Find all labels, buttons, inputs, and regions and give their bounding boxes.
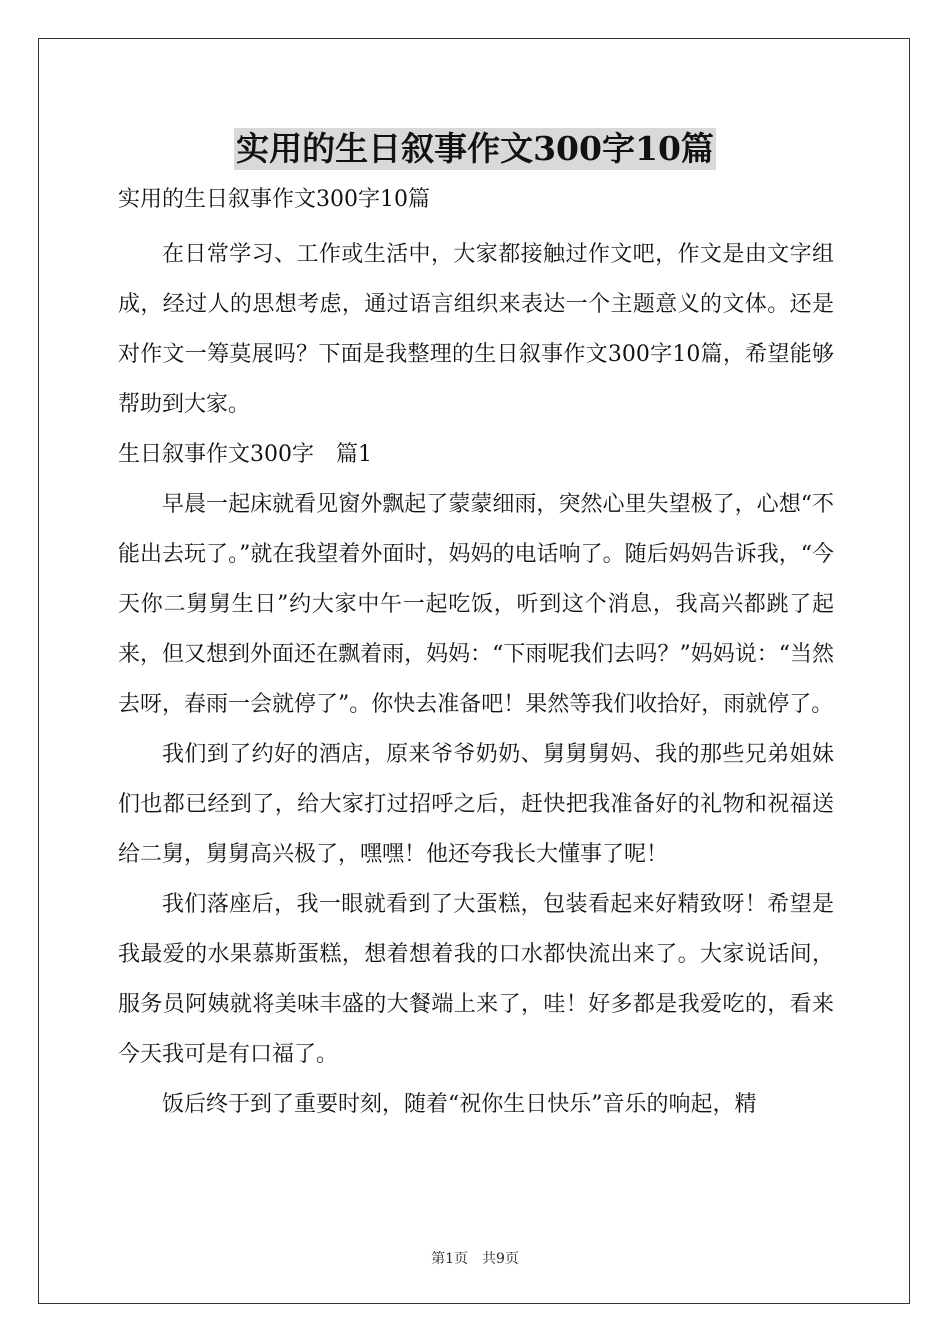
document-body	[118, 182, 834, 1130]
body-paragraph-2: 我们到了约好的酒店，原来爷爷奶奶、舅舅舅妈、我的那些兄弟姐妹们也都已经到了，给大家打过招呼之后，赶快把我准备好的礼物和祝福送给二舅，舅舅高兴极了，嘿嘿！他还夸我长大懂事了呢！	[118, 742, 834, 867]
page-number-total: 共9页	[482, 1251, 519, 1267]
document-title: 实用的生日叙事作文300字10篇	[236, 129, 714, 168]
intro-paragraph: 在日常学习、工作或生活中，大家都接触过作文吧，作文是由文字组成，经过人的思想考虑，通过语言组织来表达一个主题意义的文体。还是对作文一筹莫展吗？下面是我整理的生日叙事作文300字10篇，希望能够帮助到大家。	[118, 242, 834, 417]
body-paragraph-1: 早晨一起床就看见窗外飘起了蒙蒙细雨，突然心里失望极了，心想“不能出去玩了。”就在我望着外面时，妈妈的电话响了。随后妈妈告诉我，“今天你二舅舅生日”约大家中午一起吃饭，听到这个消息，我高兴都跳了起来，但又想到外面还在飘着雨，妈妈：“下雨呢我们去吗？”妈妈说：“当然去呀，春雨一会就停了”。你快去准备吧！果然等我们收拾好，雨就停了。	[118, 492, 834, 717]
title-wrap	[0, 128, 950, 170]
body-paragraph-4: 饭后终于到了重要时刻，随着“祝你生日快乐”音乐的响起，精	[162, 1092, 757, 1117]
page-footer	[0, 1248, 950, 1268]
page-number-current: 第1页	[431, 1251, 468, 1267]
document-subtitle: 实用的生日叙事作文300字10篇	[118, 187, 430, 212]
section-heading: 生日叙事作文300字 篇1	[118, 442, 372, 467]
body-paragraph-3: 我们落座后，我一眼就看到了大蛋糕，包装看起来好精致呀！希望是我最爱的水果慕斯蛋糕，想着想着我的口水都快流出来了。大家说话间，服务员阿姨就将美味丰盛的大餐端上来了，哇！好多都是我爱吃的，看来今天我可是有口福了。	[118, 892, 834, 1067]
